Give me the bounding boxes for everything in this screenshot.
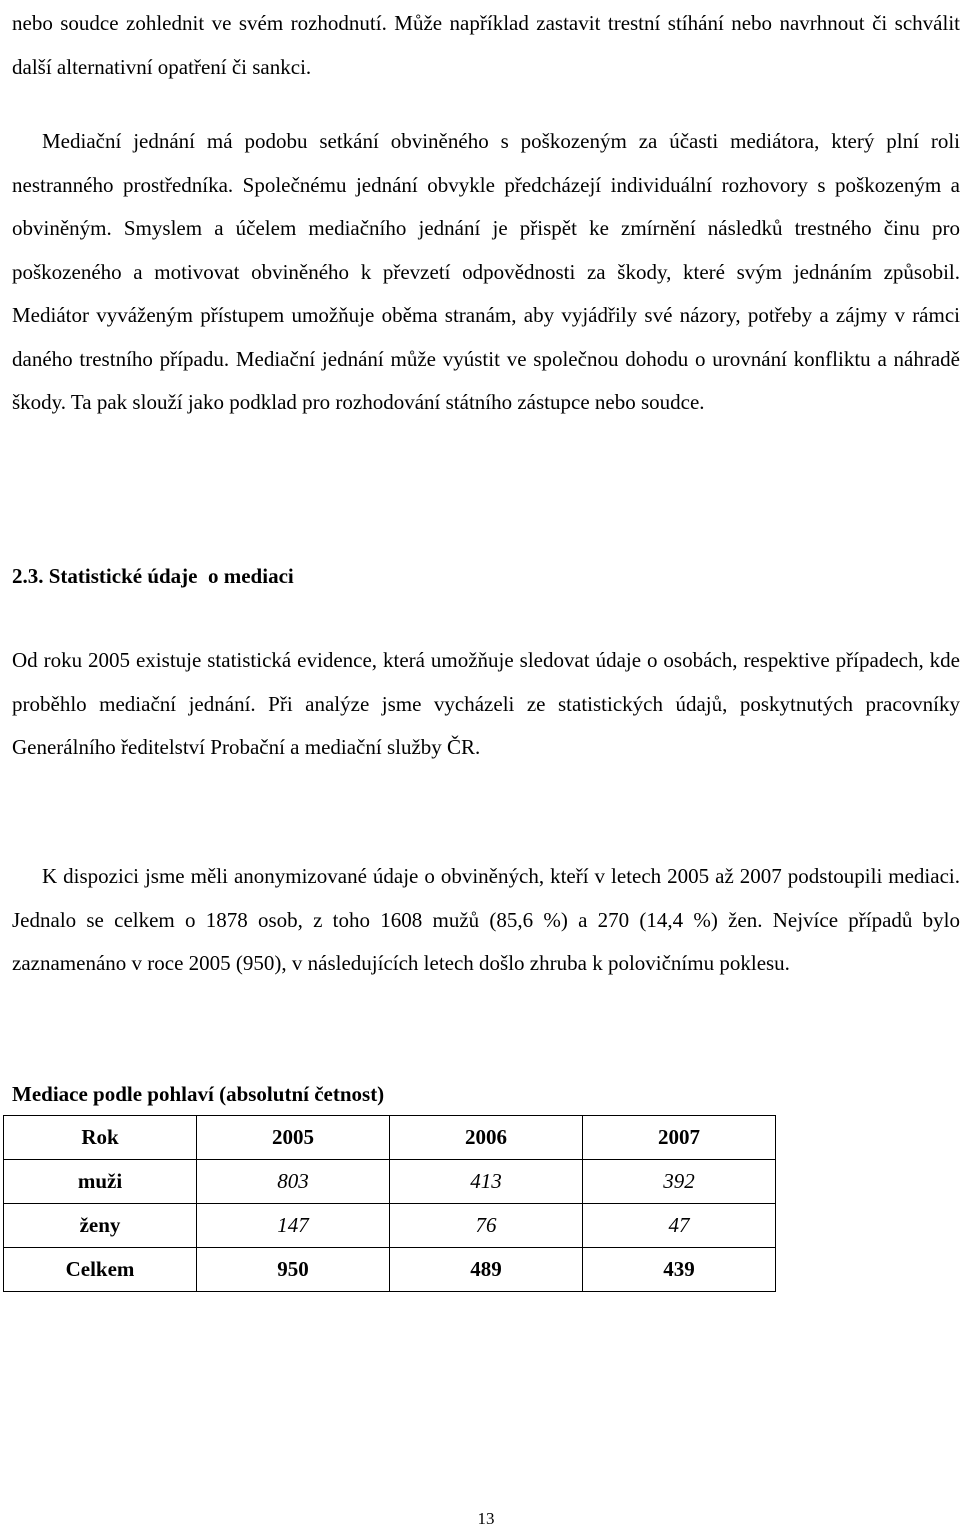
- table-header-row: [4, 1116, 776, 1160]
- mediation-by-gender-table: [3, 1115, 776, 1292]
- row-label-women: ženy: [4, 1204, 197, 1248]
- cell-women-2006: 76: [390, 1204, 583, 1248]
- row-label-men: muži: [4, 1160, 197, 1204]
- cell-women-2007: 47: [583, 1204, 776, 1248]
- cell-men-2007: 392: [583, 1160, 776, 1204]
- table-row-women: [4, 1204, 776, 1248]
- page-number: 13: [477, 1509, 495, 1528]
- paragraph-mediation-meeting: Mediační jednání má podobu setkání obviněného s poškozeným za účasti mediátora, který plní roli nestranného prostředníka. Společnému jednání obvykle předcházejí individuální rozhovory s poškozeným a obviněným. Smyslem a účelem mediačního jednání je přispět ke zmírnění následků trestného činu pro poškozeného a motivovat obviněného k převzetí odpovědnosti za škody, které svým jednáním způsobil. Mediátor vyváženým přístupem umožňuje oběma stranám, aby vyjádřily své názory, potřeby a zájmy v rámci daného trestního případu. Mediační jednání může vyústit ve společnou dohodu o urovnání konfliktu a náhradě škody. Ta pak slouží jako podklad pro rozhodování státního zástupce nebo soudce.: [12, 129, 960, 414]
- header-cell-year: Rok: [4, 1116, 197, 1160]
- table-row-men: [4, 1160, 776, 1204]
- row-label-total: Celkem: [4, 1248, 197, 1292]
- header-cell-2006: 2006: [390, 1116, 583, 1160]
- section-heading: 2.3. Statistické údaje o mediaci: [12, 564, 294, 588]
- cell-men-2006: 413: [390, 1160, 583, 1204]
- cell-men-2005: 803: [197, 1160, 390, 1204]
- table-row-total: [4, 1248, 776, 1292]
- header-cell-2005: 2005: [197, 1116, 390, 1160]
- paragraph-available-data: K dispozici jsme měli anonymizované údaje o obviněných, kteří v letech 2005 až 2007 podstoupili mediaci. Jednalo se celkem o 1878 osob, z toho 1608 mužů (85,6 %) a 270 (14,4 %) žen. Nejvíce případů bylo zaznamenáno v roce 2005 (950), v následujících letech došlo zhruba k polovičnímu poklesu.: [12, 864, 960, 975]
- header-cell-2007: 2007: [583, 1116, 776, 1160]
- table-caption: Mediace podle pohlaví (absolutní četnost): [12, 1082, 385, 1106]
- cell-women-2005: 147: [197, 1204, 390, 1248]
- cell-total-2006: 489: [390, 1248, 583, 1292]
- paragraph-statistics: Od roku 2005 existuje statistická evidence, která umožňuje sledovat údaje o osobách, respektive případech, kde proběhlo mediační jednání. Při analýze jsme vycházeli ze statistických údajů, poskytnutých pracovníky Generálního ředitelství Probační a mediační služby ČR.: [12, 648, 960, 759]
- cell-total-2007: 439: [583, 1248, 776, 1292]
- paragraph-intro-continuation: nebo soudce zohlednit ve svém rozhodnutí. Může například zastavit trestní stíhání nebo navrhnout či schválit další alternativní opatření či sankci.: [12, 11, 960, 79]
- cell-total-2005: 950: [197, 1248, 390, 1292]
